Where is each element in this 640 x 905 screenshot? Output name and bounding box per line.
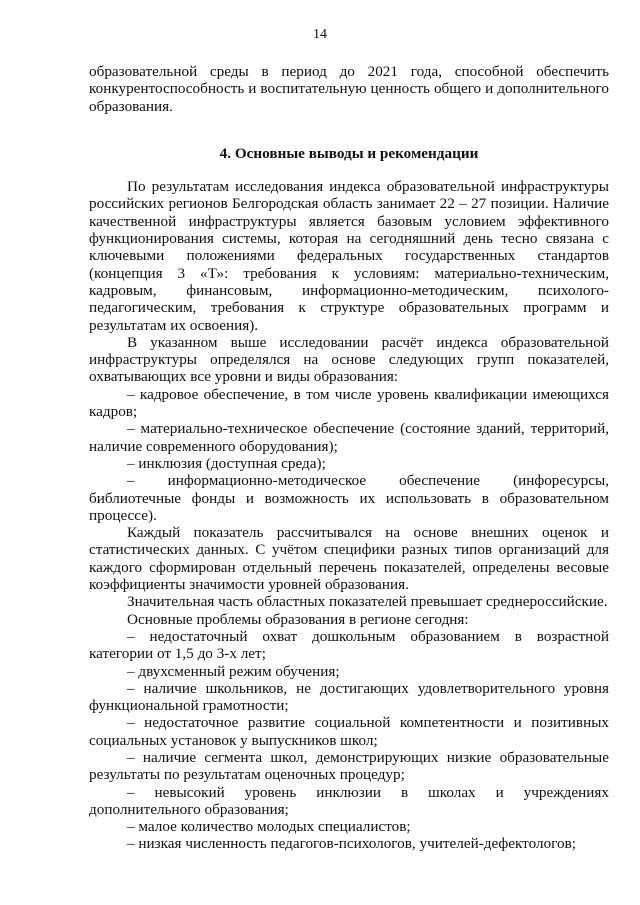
paragraph: – малое количество молодых специалистов; (127, 818, 411, 836)
paragraph: – информационно-методическое обеспечение (инфоресурсы, библиотечные фонды и возможность их использовать в образовательном процессе). (89, 472, 609, 524)
page-number: 14 (313, 27, 327, 42)
paragraph: – недостаточное развитие социальной компетентности и позитивных социальных установок у выпускников школ; (89, 714, 609, 749)
paragraph: – недостаточный охват дошкольным образованием в возрастной категории от 1,5 до 3-х лет; (89, 627, 609, 663)
paragraph: – инклюзия (доступная среда); (127, 454, 326, 472)
paragraph: – кадровое обеспечение, в том числе уровень квалификации имеющихся кадров; (89, 385, 609, 421)
paragraph: образовательной среды в период до 2021 года, способной обеспечить конкурентоспособность и воспитательную ценность общего и дополнительного образования. (89, 63, 609, 115)
document-body (89, 63, 609, 853)
paragraph: Каждый показатель рассчитывался на основе внешних оценок и статистических данных. С учётом специфики разных типов организаций для каждого сформирован отдельный перечень показателей, определены весовые коэффициенты значимости уровней образования. (89, 524, 609, 594)
section-heading: 4. Основные выводы и рекомендации (219, 144, 479, 162)
paragraph: – наличие школьников, не достигающих удовлетворительного уровня функциональной грамотности; (89, 679, 609, 715)
paragraph: Значительная часть областных показателей превышает среднероссийские. (127, 593, 608, 611)
paragraph: По результатам исследования индекса образовательной инфраструктуры российских регионов Белгородская область занимает 22 – 27 позиции. Наличие качественной инфраструктуры является базовым условием эффективного функционирования системы, которая на сегодняшний день тесно связана с ключевыми положениями федеральных государственных стандартов (концепция 3 «Т»: требования к условиям: материально-техническим, кадровым, финансовым, информационно-методическим, психолого-педагогическим, требования к структуре образовательных программ и результатам их освоения). (89, 178, 609, 334)
paragraph: – невысокий уровень инклюзии в школах и учреждениях дополнительного образования; (89, 783, 609, 818)
paragraph: Основные проблемы образования в регионе сегодня: (127, 610, 469, 628)
paragraph: – низкая численность педагогов-психологов, учителей-дефектологов; (127, 835, 577, 853)
paragraph: – наличие сегмента школ, демонстрирующих низкие образовательные результаты по результатам оценочных процедур; (89, 748, 609, 784)
paragraph: – материально-техническое обеспечение (состояние зданий, территорий, наличие современного оборудования); (89, 420, 609, 455)
paragraph: В указанном выше исследовании расчёт индекса образовательной инфраструктуры определялся на основе следующих групп показателей, охватывающих все уровни и виды образования: (89, 333, 609, 386)
paragraph: – двухсменный режим обучения; (127, 662, 340, 680)
